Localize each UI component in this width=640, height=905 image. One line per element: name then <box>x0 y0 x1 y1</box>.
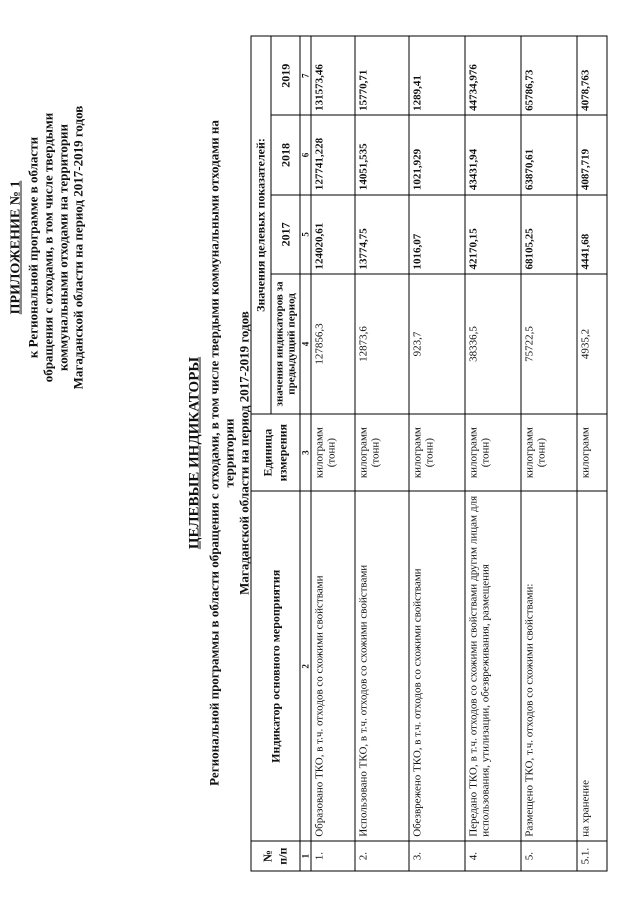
row-2018: 127741,228 <box>311 115 355 194</box>
row-prev: 923,7 <box>409 273 465 413</box>
col-number: 3 <box>300 413 311 490</box>
appendix-line: к Региональной программе в области <box>25 136 40 358</box>
col-number: 5 <box>300 194 311 273</box>
row-2018: 14051,535 <box>355 115 409 194</box>
table-row <box>465 36 521 871</box>
row-prev: 38336,5 <box>465 273 521 413</box>
row-prev: 4935,2 <box>577 273 607 413</box>
row-num: 4. <box>465 841 521 871</box>
row-indicator: на хранение <box>577 491 607 841</box>
header-unit: Единица измерения <box>251 413 300 490</box>
table-row <box>355 36 409 871</box>
row-unit: килограмм (тонн) <box>409 413 465 490</box>
row-indicator: Использовано ТКО, в т.ч. отходов со схожими свойствами <box>355 491 409 841</box>
header-2019: 2019 <box>271 36 300 115</box>
row-2017: 42170,15 <box>465 194 521 273</box>
subtitle-line: Магаданской области на период 2017-2019 годов <box>236 310 251 595</box>
row-unit: килограмм (тонн) <box>311 413 355 490</box>
appendix-line: обращения с отходами, в том числе твердыми <box>40 112 55 382</box>
appendix-line: коммунальными отходами на территории <box>55 123 70 371</box>
row-2018: 63870,61 <box>521 115 577 194</box>
header-indicator: Индикатор основного мероприятия <box>251 491 300 841</box>
row-2019: 1289,41 <box>409 36 465 115</box>
col-number: 7 <box>300 36 311 115</box>
indicators-table <box>250 35 607 871</box>
appendix-line: Магаданской области на период 2017-2019 годов <box>70 105 85 389</box>
col-number: 2 <box>300 491 311 841</box>
row-2017: 13774,75 <box>355 194 409 273</box>
document-subtitle <box>206 90 251 815</box>
row-indicator: Размещено ТКО, т.ч. отходов со схожими свойствами: <box>521 491 577 841</box>
row-indicator: Передано ТКО, в т.ч. отходов со схожими свойствами другим лицам для использования, утилизации, обезвреживания, размещения <box>465 491 521 841</box>
row-unit: килограмм (тонн) <box>355 413 409 490</box>
table-row <box>311 36 355 871</box>
col-number: 1 <box>300 841 311 871</box>
row-num: 3. <box>409 841 465 871</box>
appendix-block <box>8 32 85 462</box>
row-2017: 1016,07 <box>409 194 465 273</box>
row-2019: 131573,46 <box>311 36 355 115</box>
header-prev: значения индикаторов за предыдущий период <box>271 273 300 413</box>
col-number: 6 <box>300 115 311 194</box>
row-prev: 127856,3 <box>311 273 355 413</box>
subtitle-line: Региональной программы в области обращения с отходами, в том числе твердыми коммунальными отходами на территории <box>206 119 236 786</box>
header-2018: 2018 <box>271 115 300 194</box>
row-2019: 15770,71 <box>355 36 409 115</box>
row-2017: 68105,25 <box>521 194 577 273</box>
appendix-title: ПРИЛОЖЕНИЕ № 1 <box>8 180 23 314</box>
row-unit: килограмм (тонн) <box>521 413 577 490</box>
row-2019: 4078,763 <box>577 36 607 115</box>
row-num: 1. <box>311 841 355 871</box>
row-2018: 43431,94 <box>465 115 521 194</box>
row-2018: 1021,929 <box>409 115 465 194</box>
row-unit: килограмм (тонн) <box>465 413 521 490</box>
header-2017: 2017 <box>271 194 300 273</box>
row-2017: 124020,61 <box>311 194 355 273</box>
table-row <box>409 36 465 871</box>
row-num: 5. <box>521 841 577 871</box>
row-2019: 65786,73 <box>521 36 577 115</box>
row-2018: 4087,719 <box>577 115 607 194</box>
row-num: 2. <box>355 841 409 871</box>
row-2019: 44734,976 <box>465 36 521 115</box>
row-unit: килограмм <box>577 413 607 490</box>
column-number-row <box>300 36 311 871</box>
table-row <box>521 36 577 871</box>
row-prev: 12873,6 <box>355 273 409 413</box>
row-num: 5.1. <box>577 841 607 871</box>
table-row <box>577 36 607 871</box>
row-2017: 4441,68 <box>577 194 607 273</box>
header-num: № п/п <box>251 841 300 871</box>
row-indicator: Обезврежено ТКО, в т.ч. отходов со схожими свойствами <box>409 491 465 841</box>
header-values-group: Значения целевых показателей: <box>251 36 271 414</box>
header-row <box>251 36 271 871</box>
row-indicator: Образовано ТКО, в т.ч. отходов со схожими свойствами <box>311 491 355 841</box>
row-prev: 75722,5 <box>521 273 577 413</box>
document-title: ЦЕЛЕВЫЕ ИНДИКАТОРЫ <box>186 356 202 549</box>
col-number: 4 <box>300 273 311 413</box>
